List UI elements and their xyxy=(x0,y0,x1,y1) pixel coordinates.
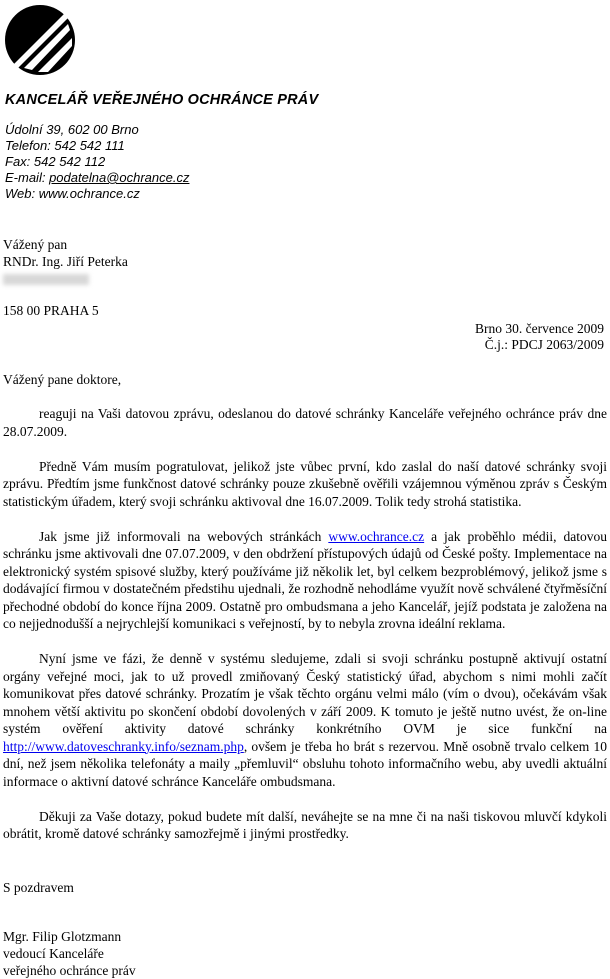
recipient-greeting: Vážený pan xyxy=(3,237,68,252)
paragraph-4: Nyní jsme ve fázi, že denně v systému sledujeme, zdali si svoji schránku postupně aktivují ostatní orgány veřejné moci, jak to už provedl zmiňovaný Český statistický úřad, abychom s nimi mohli začít komunikovat přes datové schránky. Prozatím je však těchto orgánu velmi málo (vím o dvou), očekávám však mnohem větší aktivitu po skončení období dovolených v září 2009. K tomuto je ještě nutno uvést, že on-line systém ověření aktivity datové schránky konkrétního OVM je sice funkční na http://www.datoveschranky.info/seznam.php, ovšem je třeba ho brát s rezervou. Mně osobně trvalo celkem 10 dní, než jsem několika telefonáty a maily „přemluvil“ obsluhu tohoto informačního webu, aby uvedli aktuální informace o aktivní datové schránce Kanceláře ombudsmana. xyxy=(3,651,607,789)
paragraph-2: Předně Vám musím pogratulovat, jelikož jste vůbec první, kdo zaslal do naší datové schránky svoji zprávu. Předtím jsme funkčnost datové schránky pouze zkušebně ověřili vzájemnou výměnou zpráv s Českým statistickým úřadem, který svoji schránku aktivoval dne 16.07.2009. Tolik tedy strohá statistika. xyxy=(3,458,607,509)
closing: S pozdravem xyxy=(3,880,74,895)
signature-block xyxy=(3,928,136,979)
email-label: E-mail: xyxy=(5,170,50,185)
signature-title-2: veřejného ochránce práv xyxy=(3,963,136,978)
email-link[interactable]: podatelna@ochrance.cz xyxy=(49,170,190,185)
paragraph-3: Jak jsme již informovali na webových stránkách www.ochrance.cz a jak proběhlo médii, datovou schránku jsme aktivovali dne 07.07.2009, v den obdržení přístupových údajů od České pošty. Implementace na elektronický systém spisové služby, který používáme již několik let, byl celkem bezproblémový, jelikož jsme s dodávající firmou v dostatečném předstihu ujednali, že rozhodně nehodláme využít nově schválené čtyřměsíční přechodné období do konce října 2009. Ostatně pro ombudsmana a jeho Kancelář, jejíž podstata je založena na co nejjednodušší a nejrychlejší komunikaci s veřejností, by to nebyla zrovna ideální reklama. xyxy=(3,528,607,631)
organization-name: KANCELÁŘ VEŘEJNÉHO OCHRÁNCE PRÁV xyxy=(5,92,319,108)
signature-title: vedoucí Kanceláře xyxy=(3,946,104,961)
contact-block xyxy=(5,122,189,202)
email-line xyxy=(5,170,189,186)
web-line: Web: www.ochrance.cz xyxy=(5,186,140,201)
ochrance-link[interactable]: www.ochrance.cz xyxy=(328,528,425,544)
datoveschranky-link[interactable]: http://www.datoveschranky.info/seznam.php xyxy=(3,738,244,754)
recipient-name: RNDr. Ing. Jiří Peterka xyxy=(3,254,128,269)
address-line: Údolní 39, 602 00 Brno xyxy=(5,122,139,137)
paragraph-1: reaguji na Vaši datovou zprávu, odeslanou do datové schránky Kanceláře veřejného ochránce práv dne 28.07.2009. xyxy=(3,406,607,439)
fax-line: Fax: 542 542 112 xyxy=(5,154,106,169)
letter-body xyxy=(3,405,607,860)
phone-line: Telefon: 542 542 111 xyxy=(5,138,125,153)
date-block xyxy=(475,321,604,353)
redacted-street xyxy=(3,270,128,289)
signature-name: Mgr. Filip Glotzmann xyxy=(3,929,122,944)
recipient-postcode: 158 00 PRAHA 5 xyxy=(3,303,99,318)
letter-date: Brno 30. července 2009 xyxy=(475,321,604,336)
reference-number: Č.j.: PDCJ 2063/2009 xyxy=(484,337,604,352)
recipient-address xyxy=(3,236,128,319)
paragraph-5: Děkuji za Vaše dotazy, pokud budete mít další, neváhejte se na mne či na naši tiskovou mluvčí kdykoli obrátit, kromě datové schránky samozřejmě i jinými prostředky. xyxy=(3,808,607,841)
ombudsman-logo-icon xyxy=(4,4,76,76)
salutation: Vážený pane doktore, xyxy=(3,372,122,387)
